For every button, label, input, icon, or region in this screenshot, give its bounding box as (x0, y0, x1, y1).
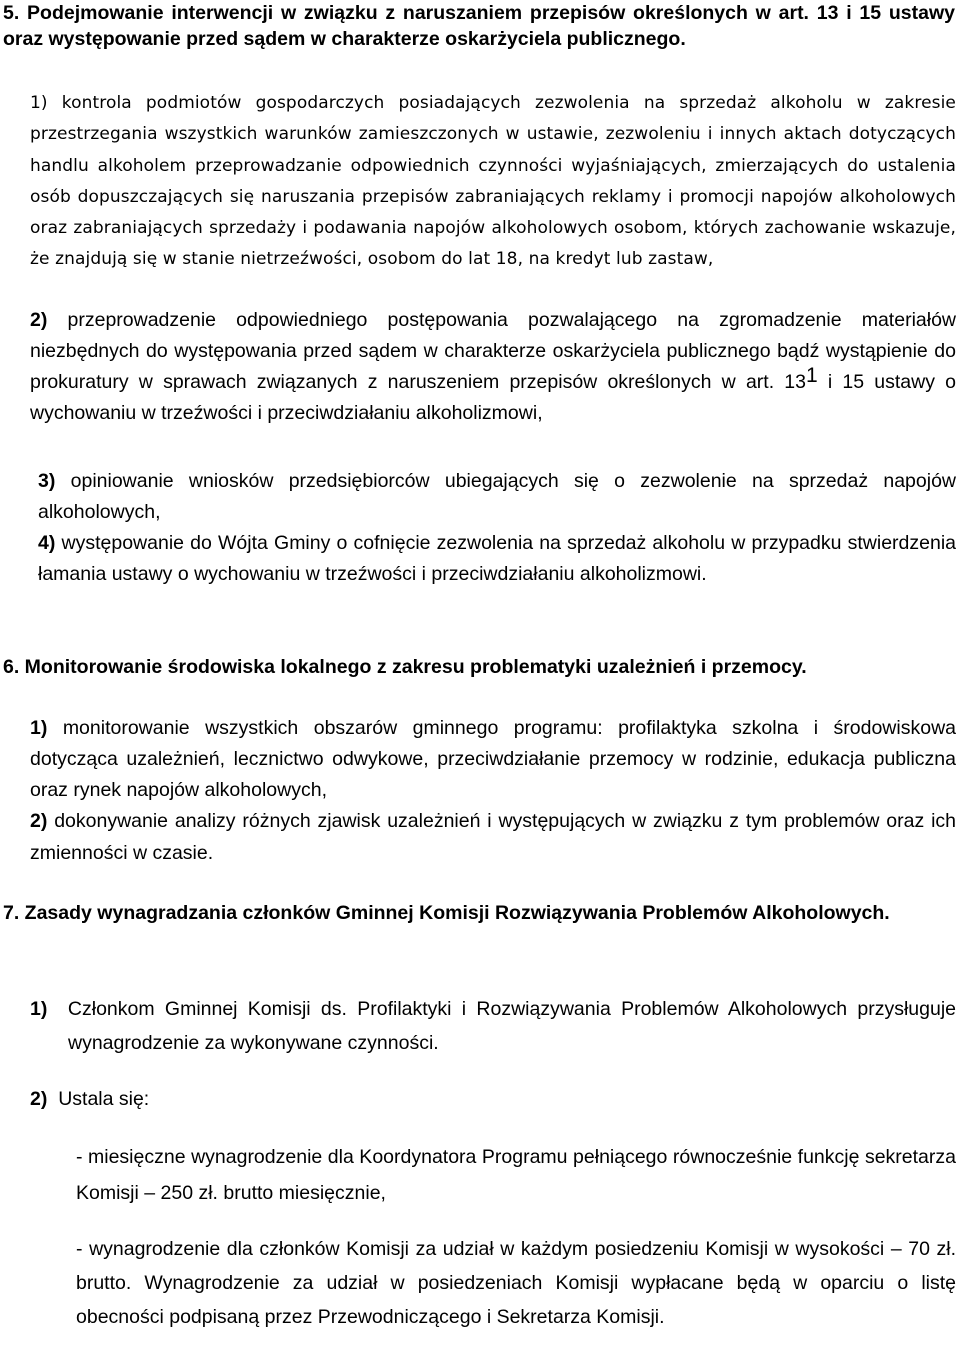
item-number: 2) (30, 309, 48, 331)
section-5-item-2 (30, 305, 956, 429)
item-text: i 15 ustawy o wychowaniu w trzeźwości i przeciwdziałaniu alkoholizmowi, (30, 371, 956, 424)
section-5-item-4 (38, 528, 956, 590)
item-number: 2) (30, 1088, 48, 1110)
section-7-dash-item-2: - wynagrodzenie dla członków Komisji za udział w każdym posiedzeniu Komisji w wysokości – 70 zł. brutto. Wynagrodzenie za udział w posiedzeniach Komisji wypłacane będą w oparciu o listę obecności podpisaną przez Przewodniczącego i Sekretarza Komisji. (76, 1238, 956, 1328)
item-number: 2) (30, 810, 48, 832)
section-7-heading: 7. Zasady wynagradzania członków Gminnej Komisji Rozwiązywania Problemów Alkoholowych. (3, 902, 890, 924)
item-number: 1) (30, 998, 48, 1020)
item-text: dokonywanie analizy różnych zjawisk uzależnień i występujących w związku z tym problemów oraz ich zmienności w czasie. (30, 810, 956, 864)
section-6-item-2 (30, 806, 956, 869)
hanging-item (30, 992, 956, 1060)
item-number: 4) (38, 532, 56, 554)
section-7-item-2 (30, 1084, 956, 1115)
section-6-heading: 6. Monitorowanie środowiska lokalnego z zakresu problematyki uzależnień i przemocy. (3, 656, 807, 678)
section-5-heading: 5. Podejmowanie interwencji w związku z naruszaniem przepisów określonych w art. 13 i 15 ustawy oraz występowanie przed sądem w charakterze oskarżyciela publicznego. (3, 2, 955, 50)
item-number: 3) (38, 470, 56, 492)
item-text: monitorowanie wszystkich obszarów gminnego programu: profilaktyka szkolna i środowiskowa dotycząca uzależnień, lecznictwo odwykowe, przeciwdziałanie przemocy w rodzinie, edukacja publiczna oraz rynek napojów alkoholowych, (30, 717, 956, 801)
section-7-dash-item-1: - miesięczne wynagrodzenie dla Koordynatora Programu pełniącego równocześnie funkcję sekretarza Komisji – 250 zł. brutto miesięcznie, (76, 1146, 956, 1204)
section-7-item-1 (30, 992, 956, 1060)
superscript-number: 1 (806, 364, 818, 387)
section-5-item-1: 1) kontrola podmiotów gospodarczych posiadających zezwolenia na sprzedaż alkoholu w zakresie przestrzegania wszystkich warunków zamieszczonych w ustawie, zezwoleniu i innych aktach dotyczących handlu alkoholem przeprowadzanie odpowiednich czynności wyjaśniających, zmierzających do ustalenia osób dopuszczających się naruszania przepisów zabraniających reklamy i promocji napojów alkoholowych oraz zabraniających sprzedaży i podawania napojów alkoholowych osobom, których zachowanie wskazuje, że znajdują się w stanie nietrzeźwości, osobom do lat 18, na kredyt lub zastaw, (30, 93, 956, 270)
item-text: przeprowadzenie odpowiedniego postępowania pozwalającego na zgromadzenie materiałów niezbędnych do występowania przed sądem w charakterze oskarżyciela publicznego bądź wystąpienie do prokuratury w sprawach związanych z naruszeniem przepisów określonych w art. 13 (30, 309, 957, 393)
item-text: Ustala się: (58, 1088, 150, 1110)
section-6-item-1 (30, 713, 956, 806)
item-text: występowanie do Wójta Gminy o cofnięcie zezwolenia na sprzedaż alkoholu w przypadku stwierdzenia łamania ustawy o wychowaniu w trzeźwości i przeciwdziałaniu alkoholizmowi. (38, 532, 956, 585)
section-5-item-3 (38, 466, 956, 528)
item-text: opiniowanie wniosków przedsiębiorców ubiegających się o zezwolenie na sprzedaż napojów alkoholowych, (38, 470, 956, 523)
item-number: 1) (30, 717, 48, 739)
item-text: Członkom Gminnej Komisji ds. Profilaktyki i Rozwiązywania Problemów Alkoholowych przysługuje wynagrodzenie za wykonywane czynności. (67, 998, 956, 1054)
